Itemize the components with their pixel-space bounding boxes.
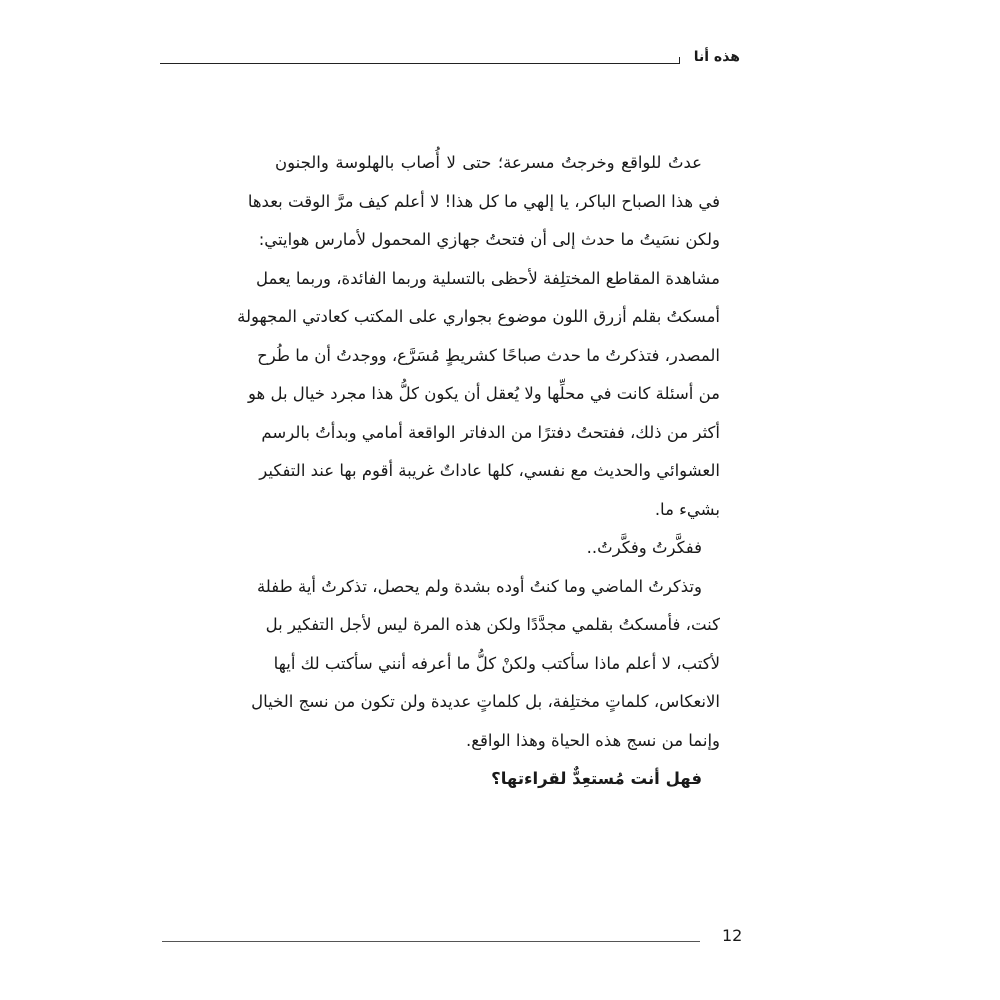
text-line: عدتُ للواقع وخرجتُ مسرعة؛ حتى لا أُصاب بالهلوسة والجنون (275, 153, 702, 172)
text-line: في هذا الصباح الباكر، يا إلهي ما كل هذا! لا أعلم كيف مرَّ الوقت بعدها (247, 191, 720, 211)
header-rule-tick (679, 57, 680, 64)
text-line: أكثر من ذلك، ففتحتُ دفترًا من الدفاتر الواقعة أمامي وبدأتُ بالرسم (261, 422, 720, 442)
page-number: 12 (722, 926, 743, 945)
text-line: ولكن نسَيتُ ما حدث إلى أن فتحتُ جهازي المحمول لأمارس هوايتي: (258, 230, 720, 249)
closing-question: فهل أنت مُستعِدٌّ لقراءتها؟ (491, 769, 702, 788)
text-line: المصدر، فتذكرتُ ما حدث صباحًا كشريطٍ مُسَرَّع، ووجدتُ أن ما طُرح (257, 345, 720, 365)
text-line: من أسئلة كانت في محلِّها ولا يُعقل أن يكون كلُّ هذا مجرد خيال بل هو (248, 384, 720, 403)
text-line: كنت، فأمسكتُ بقلمي مجدَّدًا ولكن هذه المرة ليس لأجل التفكير بل (265, 615, 720, 634)
text-line: وإنما من نسج هذه الحياة وهذا الواقع. (465, 730, 720, 750)
text-line: العشوائي والحديث مع نفسي، كلها عاداتٌ غريبة أقوم بها عند التفكير (259, 461, 720, 480)
running-header-title: هذه أنا (693, 49, 740, 65)
text-line: مشاهدة المقاطع المختلِفة لأحظى بالتسلية وربما الفائدة، وربما يعمل (256, 268, 720, 288)
text-line: ففكَّرتُ وفكَّرتُ.. (586, 538, 702, 557)
footer-rule (162, 941, 700, 942)
header-rule (160, 63, 680, 64)
text-line: وتذكرتُ الماضي وما كنتُ أوده بشدة ولم يحصل، تذكرتُ أية طفلة (256, 576, 702, 596)
text-line: الانعكاس، كلماتٍ مختلِفة، بل كلماتٍ عديدة ولن تكون من نسج الخيال (251, 692, 720, 711)
text-line: بشيء ما. (654, 499, 720, 519)
text-line: أمسكتُ بقلم أزرق اللون موضوع بجواري على المكتب كعادتي المجهولة (237, 307, 720, 326)
page-body (237, 144, 720, 799)
text-line: لأكتب، لا أعلم ماذا سأكتب ولكنْ كلُّ ما أعرفه أنني سأكتب لك أيها (273, 653, 720, 673)
